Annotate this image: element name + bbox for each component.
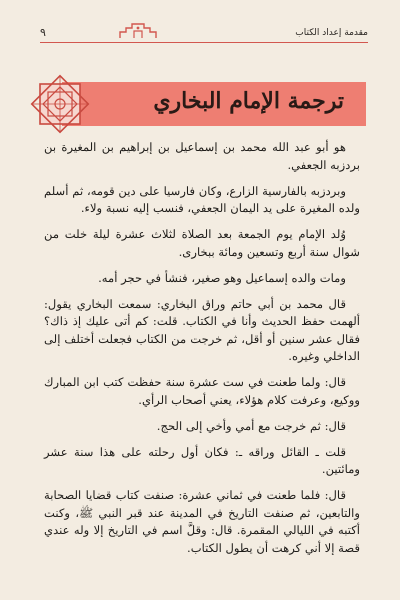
- page-number: ٩: [40, 26, 46, 39]
- geometric-star-ornament-icon: [26, 70, 94, 138]
- chapter-banner: [62, 82, 366, 126]
- paragraph: قال: فلما طعنت في ثماني عشرة: صنفت كتاب قضايا الصحابة والتابعين، ثم صنفت التاريخ في المدينة عند قبر النبي ﷺ، وكنت أكتبه في الليالي المقمرة. قال: وقلَّ اسم في التاريخ إلا وله عندي قصة إلا أني كرهت أن يطول الكتاب.: [44, 488, 360, 555]
- body-text: [44, 139, 360, 566]
- running-head-title: مقدمة إعداد الكتاب: [295, 28, 368, 38]
- paragraph: وبردزبه بالفارسية الزارع، وكان فارسيا على دين قومه، ثم أسلم ولده المغيرة على يد اليمان الجعفي، فنسب إليه نسبة ولاء.: [44, 183, 360, 215]
- paragraph: قال: ولما طعنت في ست عشرة سنة حفظت كتب ابن المبارك ووكيع، وعرفت كلام هؤلاء، يعني أصحاب الرأي.: [44, 375, 360, 407]
- header-emblem-icon: [118, 22, 158, 38]
- paragraph: هو أبو عبد الله محمد بن إسماعيل بن إبراهيم بن المغيرة بن بردزبه الجعفي.: [44, 140, 360, 172]
- chapter-title: ترجمة الإمام البخاري: [153, 88, 344, 114]
- paragraph: قال محمد بن أبي حاتم وراق البخاري: سمعت البخاري يقول: ألهمت حفظ الحديث وأنا في الكتاب. قلت: كم أتى عليك إذ ذاك؟ فقال عشر سنين أو أقل، ثم خرجت من الكتاب فجعلت أختلف إلى الداخلي وغيره.: [44, 296, 360, 363]
- running-head: [40, 24, 368, 44]
- paragraph: وُلد الإمام يوم الجمعة بعد الصلاة لثلاث عشرة ليلة خلت من شوال سنة أربع وتسعين ومائة ببخارى.: [44, 227, 360, 259]
- paragraph: قلت ـ القائل وراقه ـ: فكان أول رحلته على هذا سنة عشر ومائتين.: [44, 444, 360, 476]
- header-rule: [40, 42, 368, 43]
- paragraph: قال: ثم خرجت مع أمي وأخي إلى الحج.: [156, 418, 346, 433]
- paragraph: ومات والده إسماعيل وهو صغير، فنشأ في حجر أمه.: [98, 270, 346, 285]
